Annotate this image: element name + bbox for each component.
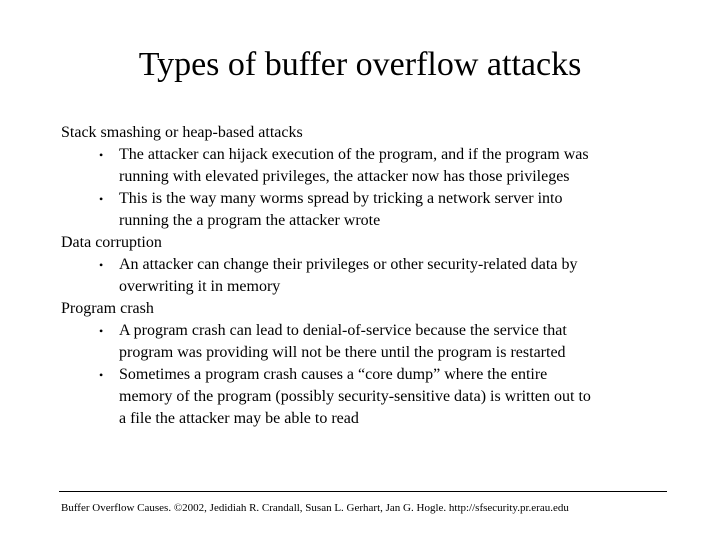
bullet-line: The attacker can hijack execution of the program, and if the program was	[119, 146, 589, 163]
bullet-icon: •	[99, 368, 104, 382]
bullet-icon: •	[99, 148, 104, 162]
footer-divider	[59, 491, 667, 492]
bullet-list	[61, 254, 661, 298]
bullet-item	[61, 320, 661, 364]
bullet-item	[61, 364, 661, 430]
bullet-icon: •	[99, 192, 104, 206]
bullet-line: memory of the program (possibly security-sensitive data) is written out to	[119, 388, 591, 405]
section-heading: Data corruption	[61, 234, 162, 251]
footer-citation: Buffer Overflow Causes. ©2002, Jedidiah R. Crandall, Susan L. Gerhart, Jan G. Hogle. http://sfsecurity.pr.erau.edu	[61, 502, 569, 514]
bullet-icon: •	[99, 324, 104, 338]
bullet-line: A program crash can lead to denial-of-service because the service that	[119, 322, 567, 339]
bullet-list	[61, 144, 661, 232]
section-program-crash	[61, 298, 661, 430]
bullet-line: This is the way many worms spread by tricking a network server into	[119, 190, 563, 207]
bullet-item	[61, 254, 661, 298]
bullet-line: program was providing will not be there until the program is restarted	[119, 344, 566, 361]
section-heading: Program crash	[61, 300, 154, 317]
bullet-line: running with elevated privileges, the attacker now has those privileges	[119, 168, 570, 185]
section-stack-smashing	[61, 122, 661, 232]
section-data-corruption	[61, 232, 661, 298]
slide-body	[61, 122, 661, 430]
bullet-line: running the a program the attacker wrote	[119, 212, 381, 229]
slide-title: Types of buffer overflow attacks	[138, 46, 582, 83]
bullet-item	[61, 144, 661, 188]
bullet-line: a file the attacker may be able to read	[119, 410, 359, 427]
section-heading: Stack smashing or heap-based attacks	[61, 124, 303, 141]
bullet-item	[61, 188, 661, 232]
bullet-line: Sometimes a program crash causes a “core dump” where the entire	[119, 366, 548, 383]
bullet-line: An attacker can change their privileges or other security-related data by	[119, 256, 578, 273]
bullet-icon: •	[99, 258, 104, 272]
bullet-list	[61, 320, 661, 430]
bullet-line: overwriting it in memory	[119, 278, 281, 295]
